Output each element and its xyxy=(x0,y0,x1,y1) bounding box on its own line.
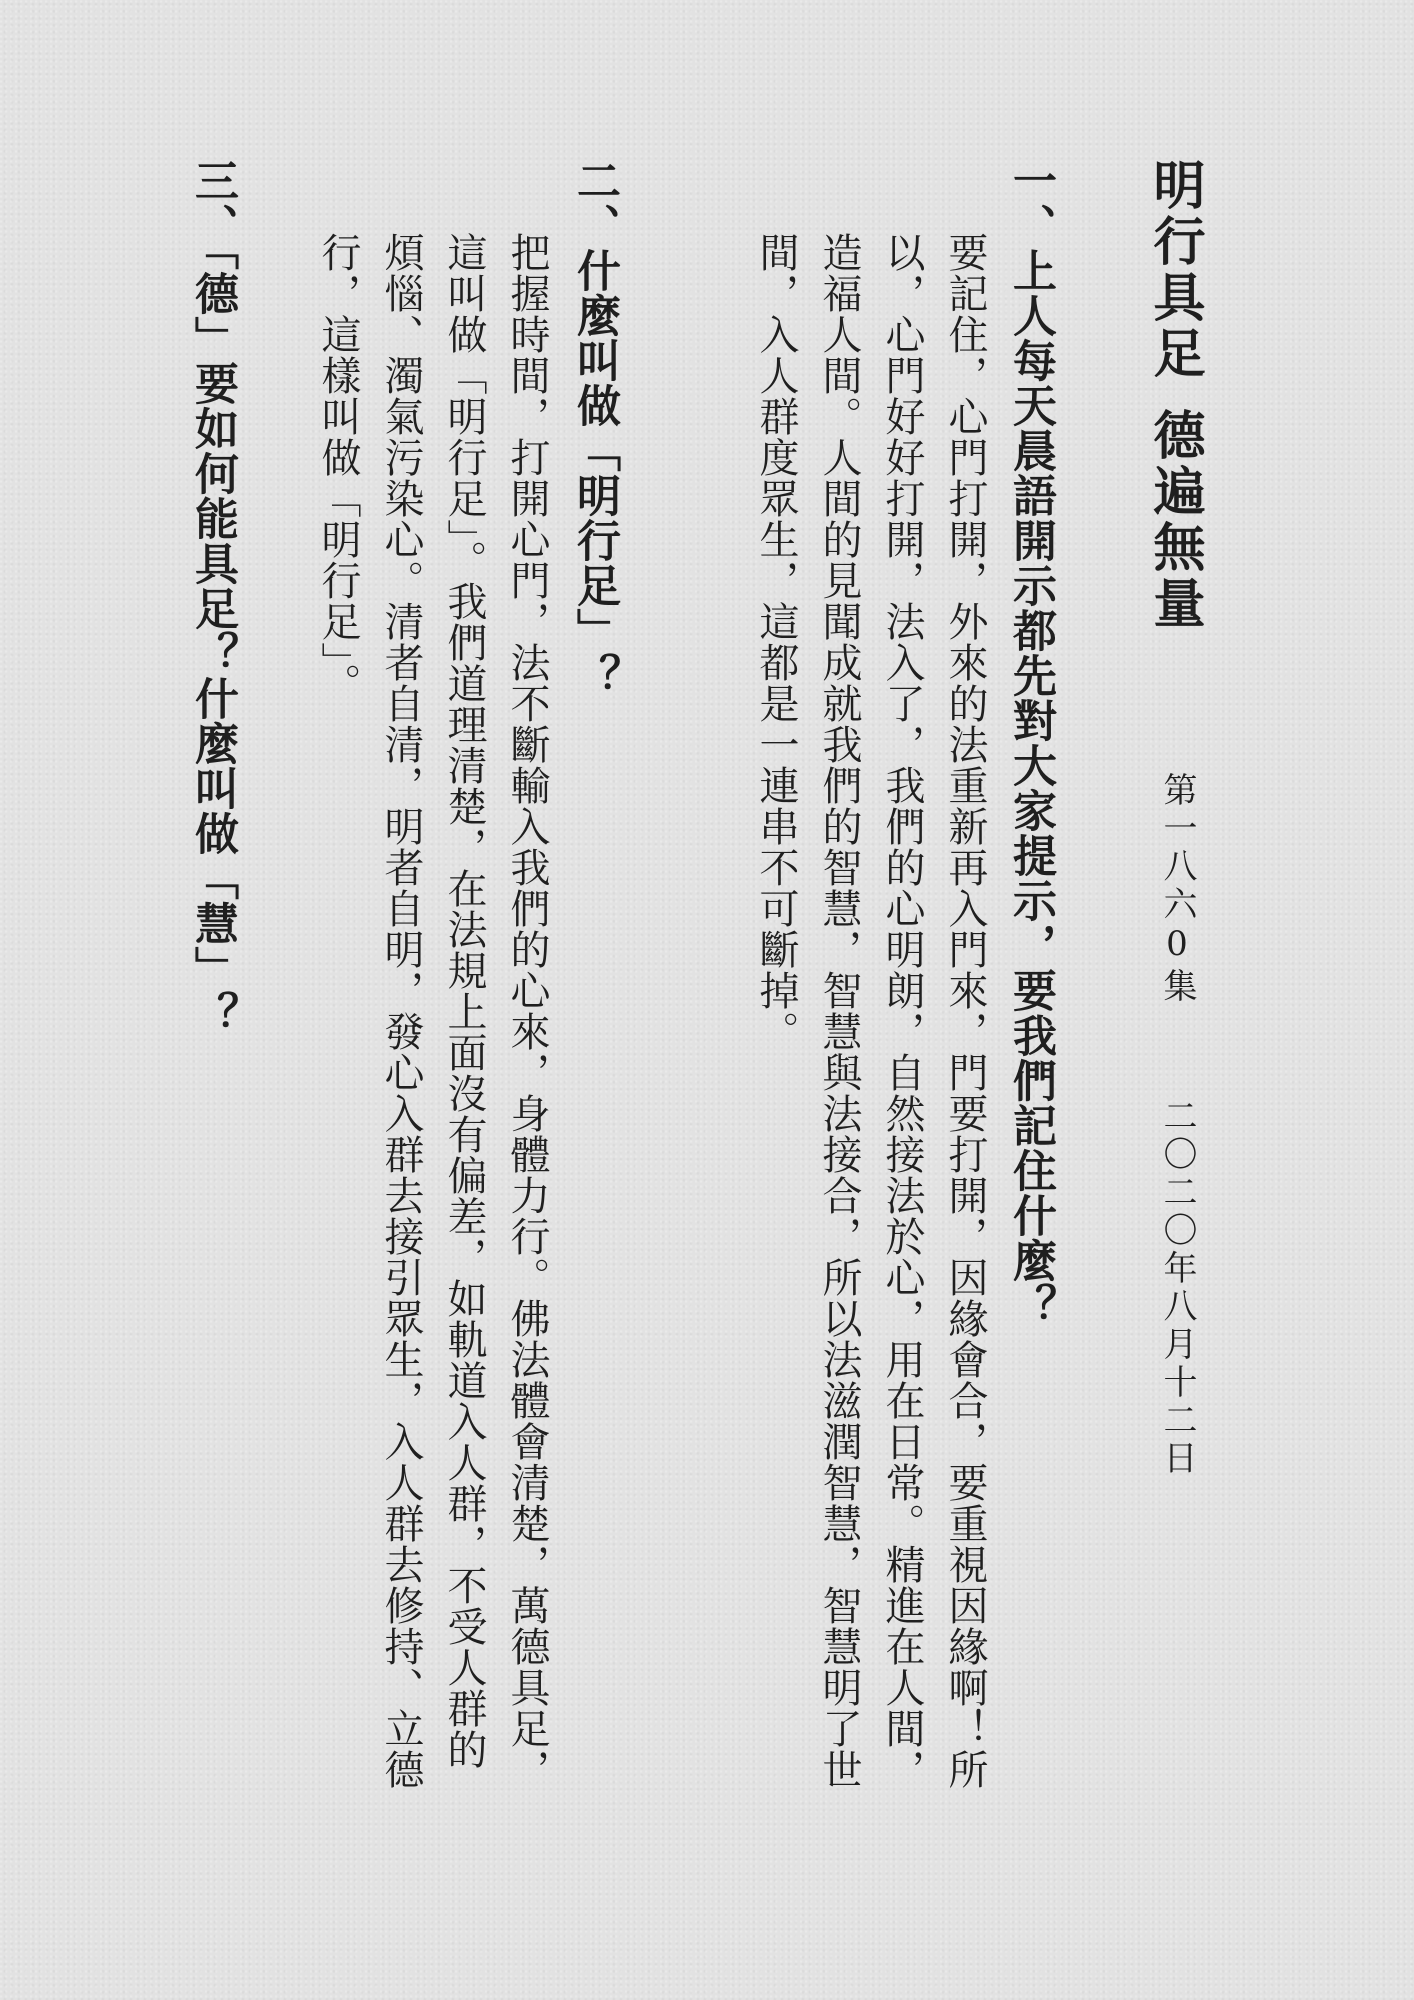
section-1-body: 要記住，心門打開，外來的法重新再入門來，門要打開，因緣會合，要重視因緣啊！所以，心門好好打開，法入了，我們的心明朗，自然接法於心，用在日常。精進在人間，造福人間。人間的見聞成就我們的智慧，智慧與法接合，所以法滋潤智慧，智慧明了世間，入人群度眾生，這都是一連串不可斷掉。 xyxy=(753,232,988,1790)
episode-number: 第一八六0集 xyxy=(1157,772,1197,1006)
title-part-2: 德遍無量 xyxy=(1144,408,1205,632)
section-1-heading: 一、上人每天晨語開示都先對大家提示，要我們記住什麼？ xyxy=(1005,158,1056,1328)
document-title xyxy=(1144,158,1212,678)
section-2-body: 把握時間，打開心門，法不斷輸入我們的心來，身體力行。佛法體會清楚，萬德具足，這叫做「明行足」。我們道理清楚，在法規上面沒有偏差，如軌道入人群，不受人群的煩惱、濁氣污染心。清者自清，明者自明，發心入群去接引眾生，入人群去修持、立德行，這樣叫做「明行足」。 xyxy=(315,232,550,1790)
section-3-heading: 三、「德」要如何能具足？什麼叫做「慧」？ xyxy=(187,158,238,1036)
title-part-1: 明行具足 xyxy=(1144,158,1205,382)
section-2-heading: 二、什麼叫做「明行足」？ xyxy=(569,158,620,698)
publish-date: 二〇二〇年八月十二日 xyxy=(1157,1098,1197,1478)
